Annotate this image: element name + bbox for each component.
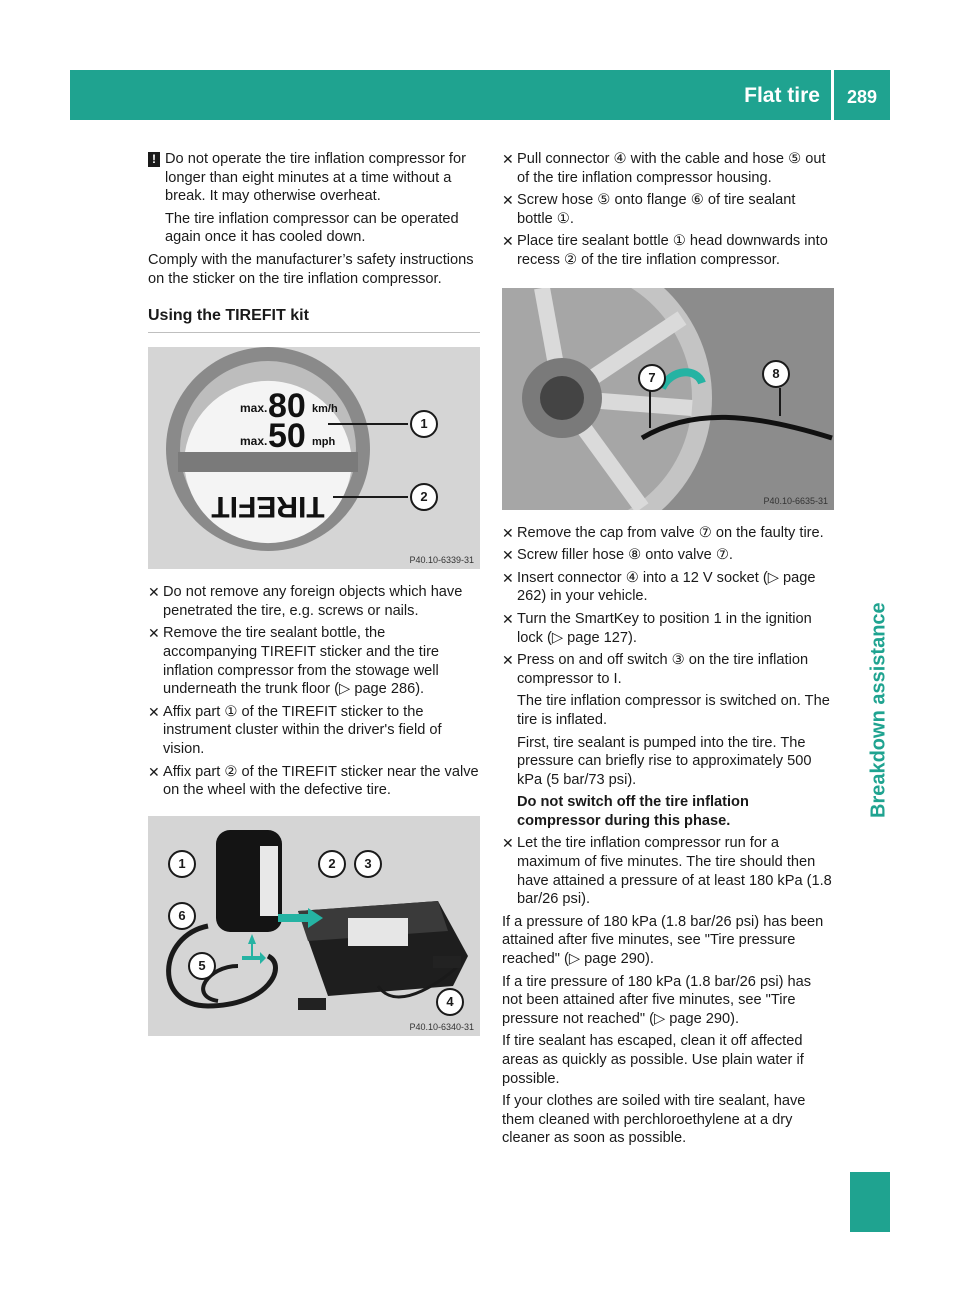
sticker-unit-mph: mph (312, 436, 336, 449)
sticker-max-1: max. (240, 401, 268, 416)
page-header (70, 70, 890, 120)
step-marker: ✕ (502, 233, 514, 250)
warning-text: Do not operate the tire inflation compressor for longer than eight minutes at a time without a break. It may otherwise overheat. (165, 151, 466, 205)
sticker-illustration (148, 347, 480, 569)
callout-8: 8 (762, 360, 790, 388)
page-number: 289 (846, 87, 878, 107)
step-marker: ✕ (148, 763, 160, 780)
step-item: ✕ Screw filler hose ⑧ onto valve ⑦. (502, 547, 733, 564)
body-paragraph: If a tire pressure of 180 kPa (1.8 bar/26 psi) has not been attained after five minutes, see "Tire pressure not reached" (▷ page 290). (502, 973, 812, 1027)
step-marker: ✕ (502, 524, 514, 541)
body-paragraph: If a pressure of 180 kPa (1.8 bar/26 psi) has been attained after five minutes, see "Tire pressure reached" (▷ page 290). (502, 913, 824, 968)
sticker-max-2: max. (240, 434, 268, 449)
figure-caption: P40.10-6340-31 (409, 1021, 474, 1032)
callout-5: 5 (188, 952, 216, 980)
callout-2: 2 (318, 850, 346, 878)
callout-1: 1 (410, 410, 438, 438)
step-marker: ✕ (502, 547, 514, 564)
step-item: ✕ Remove the tire sealant bottle, the accompanying TIREFIT sticker and the tire inflation compressor from the stowage well underneath the trunk floor (▷ page 286). (148, 625, 440, 698)
step-marker: ✕ (148, 703, 160, 720)
step-item: ✕ Let the tire inflation compressor run for a maximum of five minutes. The tire should then have attained a pressure of at least 180 kPa (1.8 bar/26 psi). (502, 835, 832, 908)
body-paragraph: If your clothes are soiled with tire sealant, have them cleaned with perchloroethylene at a dry cleaner as soon as possible. (502, 1093, 806, 1147)
section-heading: Using the TIREFIT kit (148, 306, 480, 333)
step-marker: ✕ (148, 584, 160, 601)
step-item: ✕ Affix part ② of the TIREFIT sticker near the valve on the wheel with the defective tire. (148, 763, 479, 799)
step-marker: ✕ (502, 192, 514, 209)
sticker-speed-mph: 50 (268, 417, 306, 456)
warning-notice (148, 150, 480, 247)
wheel-illustration (502, 288, 834, 510)
callout-3: 3 (354, 850, 382, 878)
figure-tirefit-kit (148, 816, 480, 1036)
step-marker: ✕ (502, 151, 514, 167)
step-item: ✕ Turn the SmartKey to position 1 in the ignition lock (▷ page 127). (502, 610, 812, 646)
step-result: First, tire sealant is pumped into the tire. The pressure can briefly rise to approximately 500 kPa (5 bar/73 psi). (517, 734, 812, 788)
figure-caption: P40.10-6635-31 (763, 495, 828, 506)
callout-4: 4 (436, 988, 464, 1016)
step-caution: Do not switch off the tire inflation compressor during this phase. (517, 794, 749, 829)
step-item: ✕ Remove the cap from valve ⑦ on the faulty tire. (502, 524, 824, 541)
step-item: ✕ Place tire sealant bottle ① head downwards into recess ② of the tire inflation compressor. (502, 233, 828, 268)
step-marker: ✕ (502, 652, 514, 669)
step-marker: ✕ (148, 625, 160, 642)
step-marker: ✕ (502, 835, 514, 852)
sticker-brand-text: TIREFIT (211, 490, 325, 524)
chapter-tab-marker (850, 1172, 890, 1232)
kit-illustration (148, 816, 480, 1036)
step-result: The tire inflation compressor is switched on. The tire is inflated. (517, 693, 830, 728)
callout-7: 7 (638, 364, 666, 392)
chapter-tab-label: Breakdown assistance (867, 602, 890, 818)
figure-valve-connection (502, 288, 834, 510)
callout-1: 1 (168, 850, 196, 878)
step-marker: ✕ (502, 569, 514, 586)
sticker-speed-kmh: 80 (268, 387, 306, 426)
right-column (502, 150, 834, 1152)
callout-2: 2 (410, 483, 438, 511)
step-item: ✕ Affix part ① of the TIREFIT sticker to the instrument cluster within the driver's field of vision. (148, 703, 442, 757)
warning-text-2: The tire inflation compressor can be operated again once it has cooled down. (165, 210, 459, 246)
warning-icon: ! (148, 152, 160, 167)
sticker-unit-kmh: km/h (312, 403, 338, 416)
body-paragraph: If tire sealant has escaped, clean it off affected areas as quickly as possible. Use plain water if possible. (502, 1033, 804, 1087)
callout-6: 6 (168, 902, 196, 930)
page-title: Flat tire (744, 84, 820, 107)
step-item: ✕ Screw hose ⑤ onto flange ⑥ of tire sealant bottle ①. (502, 192, 796, 227)
step-item: ✕ Press on and off switch ③ on the tire inflation compressor to I. The tire inflation compressor is switched on. The tire is inflated. First, tire sealant is pumped into the tire. The pressure can briefly rise to approximately 500 kPa (5 bar/73 psi). Do not switch off the tire inflation compressor during this phase. (502, 651, 834, 830)
left-column (148, 150, 480, 1050)
step-item: ✕ Do not remove any foreign objects which have penetrated the tire, e.g. screws or nails. (148, 584, 463, 619)
figure-caption: P40.10-6339-31 (409, 555, 474, 566)
step-item: ✕ Pull connector ④ with the cable and hose ⑤ out of the tire inflation compressor housing. (502, 151, 826, 186)
intro-paragraph: Comply with the manufacturer’s safety instructions on the sticker on the tire inflation compressor. (148, 251, 474, 287)
step-marker: ✕ (502, 610, 514, 627)
step-item: ✕ Insert connector ④ into a 12 V socket (▷ page 262) in your vehicle. (502, 569, 816, 605)
figure-tirefit-sticker (148, 347, 480, 569)
